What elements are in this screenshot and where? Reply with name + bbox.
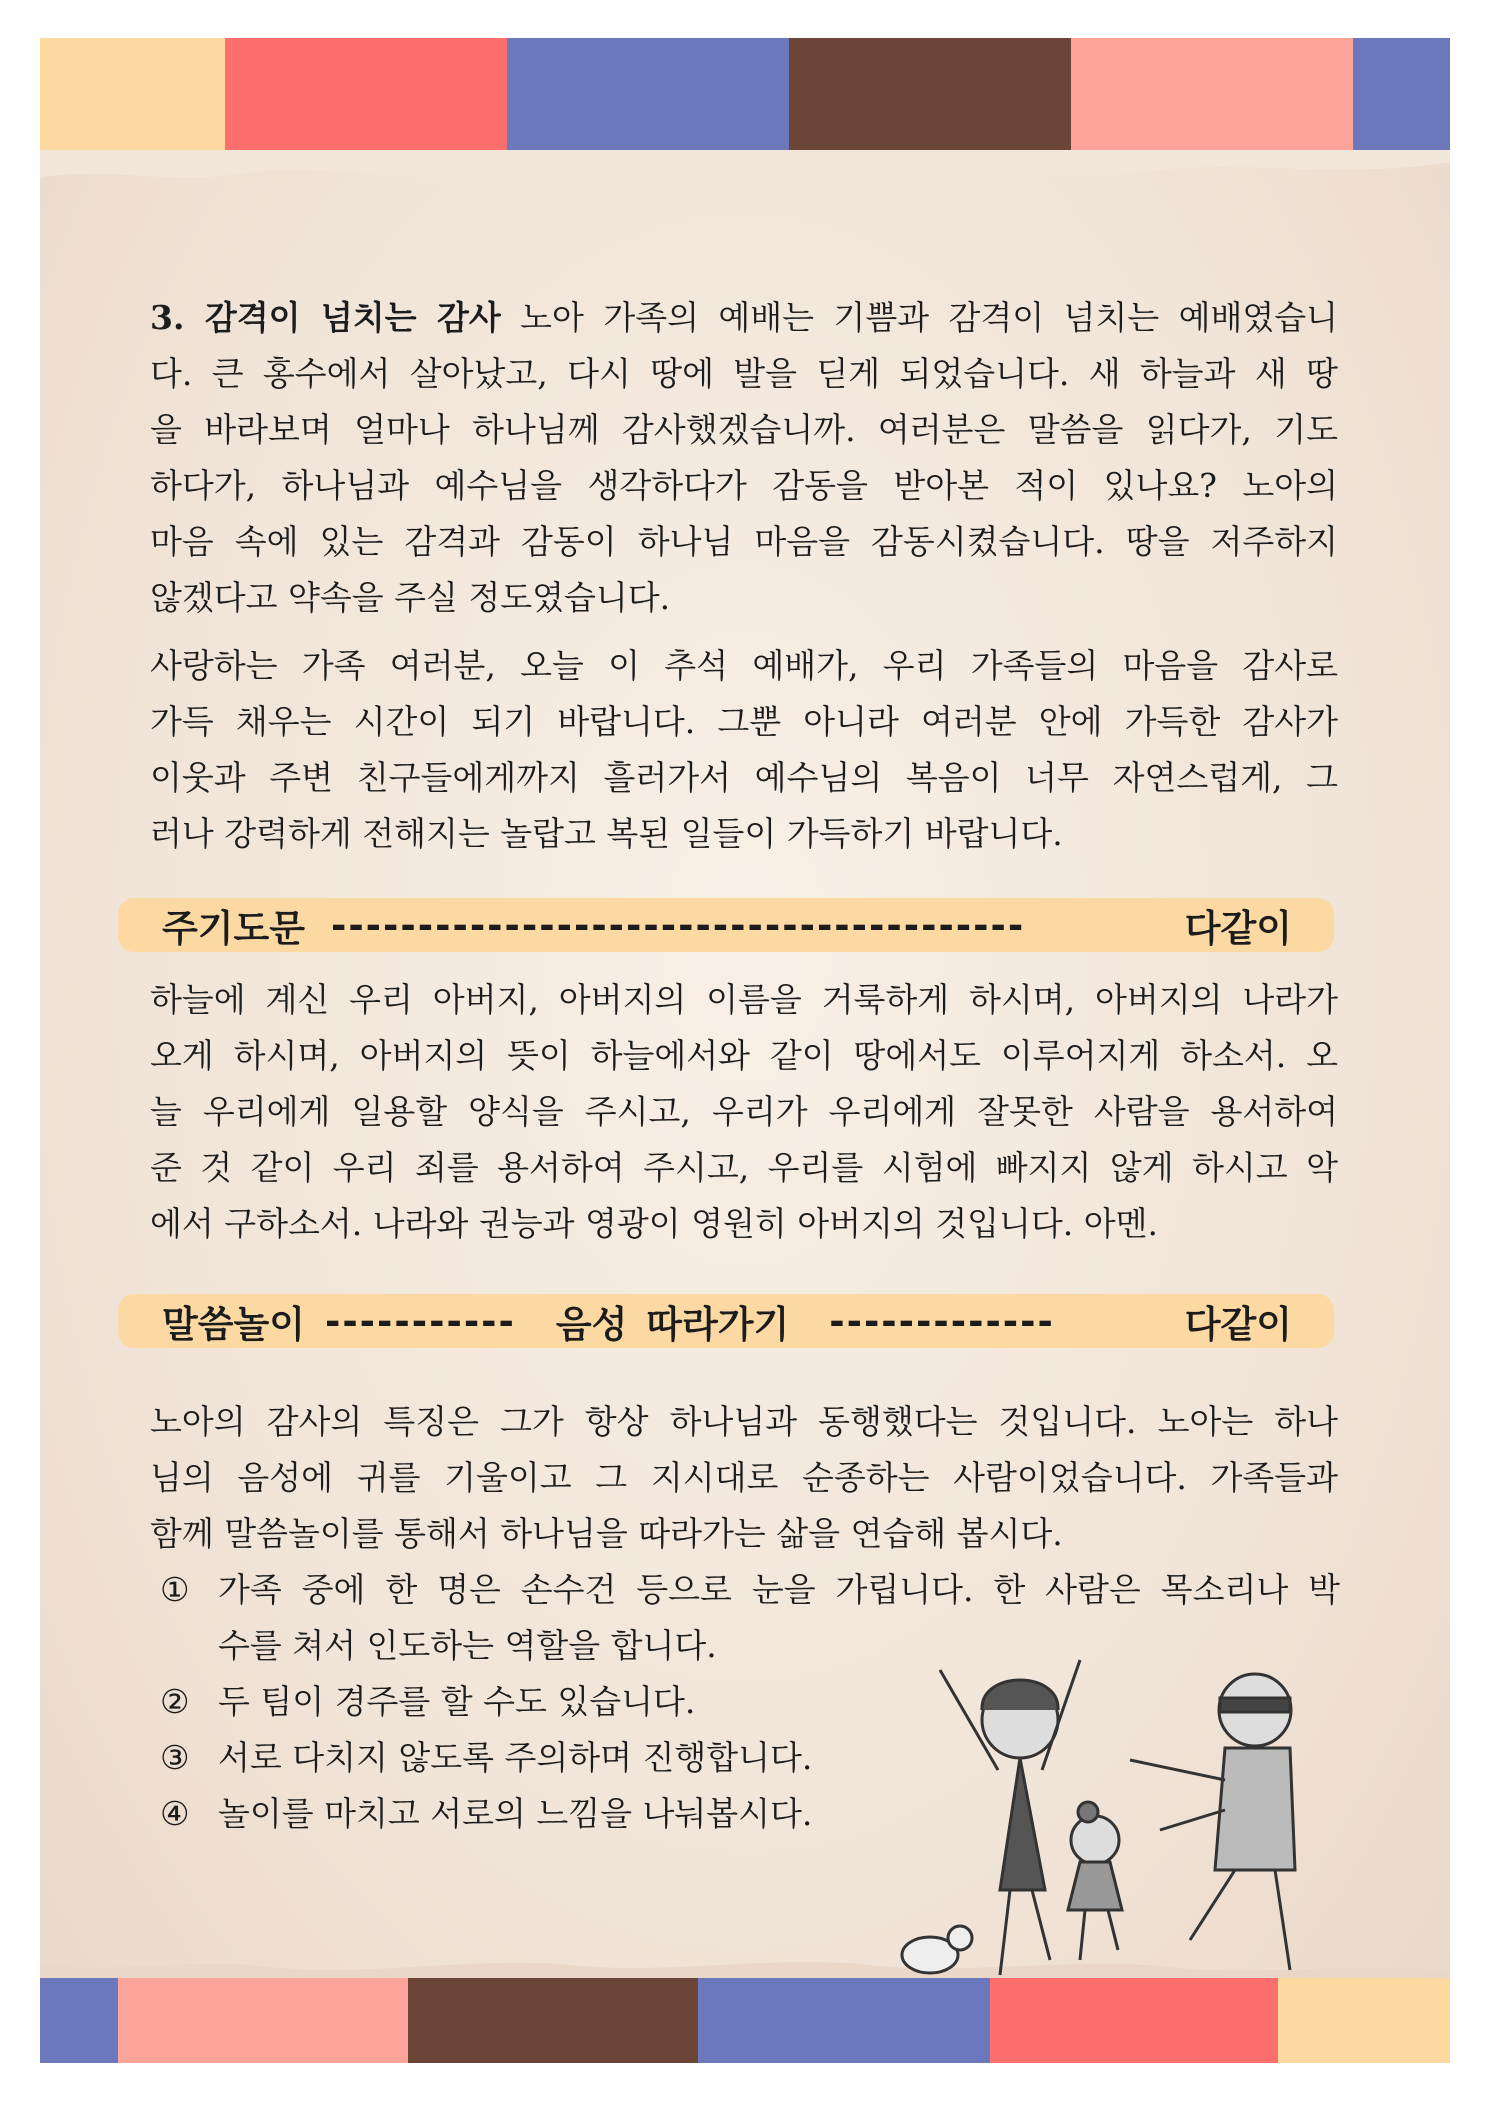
game-section-bar — [118, 1294, 1334, 1348]
game-bar-middle: 음성 따라가기 — [555, 1303, 790, 1346]
prayer-line-2: 오게 하시며, 아버지의 뜻이 하늘에서와 같이 땅에서도 이루어지게 하소서. 오 — [150, 1036, 1338, 1075]
prayer-line-4: 준 것 같이 우리 죄를 용서하여 주시고, 우리를 시험에 빠지지 않게 하시고 악 — [150, 1148, 1338, 1187]
band-swatch-blue — [40, 1978, 118, 2063]
prayer-bar-right: 다같이 — [1184, 907, 1292, 950]
band-swatch-red — [225, 38, 507, 156]
section3-line-6: 않겠다고 약속을 주실 정도였습니다. — [150, 578, 671, 617]
band-swatch-yellow — [1278, 1978, 1450, 2063]
prayer-bar-dashes: ---------------------------------------- — [330, 903, 1026, 947]
bottom-color-band — [40, 1978, 1450, 2063]
section3-line-3: 을 바라보며 얼마나 하나님께 감사했겠습니까. 여러분은 말씀을 읽다가, 기도 — [150, 410, 1338, 449]
section3-line-1-text: 노아 가족의 예배는 기쁨과 감격이 넘치는 예배였습니 — [500, 298, 1338, 337]
prayer-paragraph — [150, 972, 1338, 1252]
game-line-3: 함께 말씀놀이를 통해서 하나님을 따라가는 삶을 연습해 봅시다. — [150, 1514, 1063, 1553]
closing-line-3: 이웃과 주변 친구들에게까지 흘러가서 예수님의 복음이 너무 자연스럽게, 그 — [150, 758, 1338, 797]
band-swatch-brown — [408, 1978, 698, 2063]
prayer-section-bar — [118, 898, 1334, 952]
game-line-1: 노아의 감사의 특징은 그가 항상 하나님과 동행했다는 것입니다. 노아는 하나 — [150, 1402, 1338, 1441]
prayer-line-5: 에서 구하소서. 나라와 권능과 영광이 영원히 아버지의 것입니다. 아멘. — [150, 1204, 1158, 1243]
game-paragraph — [150, 1394, 1338, 1562]
top-color-band — [40, 38, 1450, 156]
list-item-line: 수를 쳐서 인도하는 역할을 합니다. — [218, 1626, 717, 1665]
game-line-2: 님의 음성에 귀를 기울이고 그 지시대로 순종하는 사람이었습니다. 가족들과 — [150, 1458, 1338, 1497]
torn-paper-edge-top — [40, 150, 1450, 190]
list-item-number: ② — [160, 1682, 190, 1721]
band-swatch-pink — [118, 1978, 408, 2063]
band-swatch-blue — [507, 38, 789, 156]
band-swatch-brown — [789, 38, 1071, 156]
section3-line-2: 다. 큰 홍수에서 살아났고, 다시 땅에 발을 딛게 되었습니다. 새 하늘과 새 땅 — [150, 354, 1338, 393]
section3-line-1 — [150, 290, 1338, 346]
section3-paragraph — [150, 290, 1338, 626]
family-blindfold-game-illustration — [870, 1640, 1350, 1990]
list-item-number: ④ — [160, 1794, 190, 1833]
list-item-text: 두 팀이 경주를 할 수도 있습니다. — [218, 1682, 696, 1721]
band-swatch-blue-2 — [698, 1978, 990, 2063]
prayer-line-3: 늘 우리에게 일용할 양식을 주시고, 우리가 우리에게 잘못한 사람을 용서하여 — [150, 1092, 1338, 1131]
section3-line-4: 하다가, 하나님과 예수님을 생각하다가 감동을 받아본 적이 있나요? 노아의 — [150, 466, 1338, 505]
band-swatch-blue-end — [1353, 38, 1450, 156]
prayer-line-1: 하늘에 계신 우리 아버지, 아버지의 이름을 거룩하게 하시며, 아버지의 나라가 — [150, 980, 1338, 1019]
closing-line-1: 사랑하는 가족 여러분, 오늘 이 추석 예배가, 우리 가족들의 마음을 감사로 — [150, 646, 1338, 685]
game-bar-dashes-right: ------------- — [829, 1299, 1055, 1343]
list-item-line: 가족 중에 한 명은 손수건 등으로 눈을 가립니다. 한 사람은 목소리나 박 — [218, 1570, 1340, 1609]
game-bar-title: 말씀놀이 — [162, 1303, 305, 1346]
section3-heading: 3. 감격이 넘치는 감사 — [150, 298, 501, 337]
prayer-bar-title: 주기도문 — [162, 907, 305, 950]
game-bar-right: 다같이 — [1184, 1303, 1292, 1346]
closing-paragraph — [150, 638, 1338, 862]
list-item-text: 놀이를 마치고 서로의 느낌을 나눠봅시다. — [218, 1794, 813, 1833]
section3-line-5: 마음 속에 있는 감격과 감동이 하나님 마음을 감동시켰습니다. 땅을 저주하지 — [150, 522, 1338, 561]
list-item-number: ① — [160, 1570, 190, 1609]
game-bar-dashes-left: ----------- — [324, 1299, 516, 1343]
band-swatch-pink — [1071, 38, 1353, 156]
list-item-text: 서로 다치지 않도록 주의하며 진행합니다. — [218, 1738, 813, 1777]
band-swatch-yellow — [40, 38, 225, 156]
closing-line-4: 러나 강력하게 전해지는 놀랍고 복된 일들이 가득하기 바랍니다. — [150, 814, 1063, 853]
band-swatch-red — [990, 1978, 1278, 2063]
list-item-number: ③ — [160, 1738, 190, 1777]
closing-line-2: 가득 채우는 시간이 되기 바랍니다. 그뿐 아니라 여러분 안에 가득한 감사가 — [150, 702, 1338, 741]
